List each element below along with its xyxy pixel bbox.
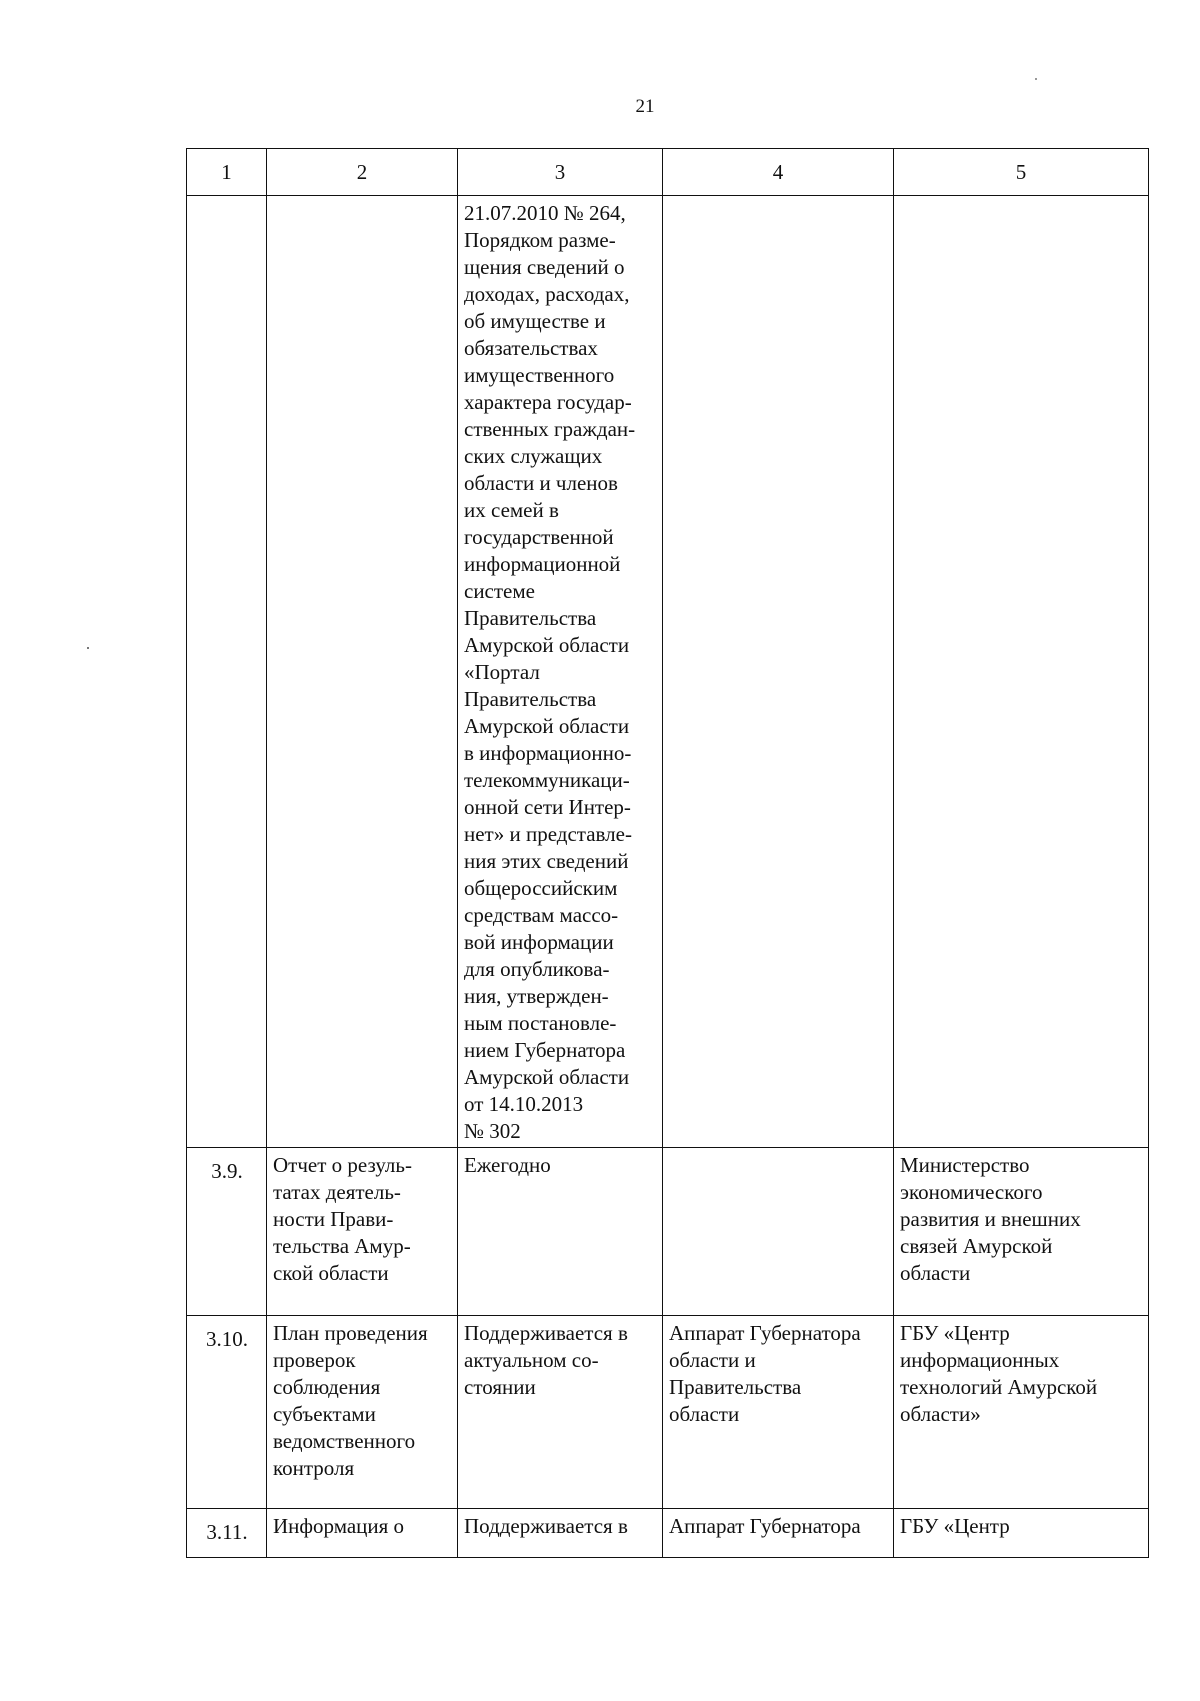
cell-responsible: Аппарат Губернатора области и Правительства области xyxy=(663,1316,894,1509)
cell-executor: Министерство экономического развития и внешних связей Амурской области xyxy=(894,1148,1149,1316)
cell-executor: ГБУ «Центр xyxy=(894,1509,1149,1558)
cell-frequency: Ежегодно xyxy=(458,1148,663,1316)
header-col-3: 3 xyxy=(458,149,663,196)
cell-name: План проведения проверок соблюдения субъектами ведомственного контроля xyxy=(267,1316,458,1509)
cell-name xyxy=(267,196,458,1148)
cell-responsible xyxy=(663,196,894,1148)
table-row xyxy=(187,1148,1149,1316)
table-header-row xyxy=(187,149,1149,196)
cell-name: Информация о xyxy=(267,1509,458,1558)
cell-frequency: Поддерживается в актуальном со- стоянии xyxy=(458,1316,663,1509)
cell-responsible: Аппарат Губернатора xyxy=(663,1509,894,1558)
header-col-2: 2 xyxy=(267,149,458,196)
cell-num: 3.10. xyxy=(187,1316,267,1509)
cell-num xyxy=(187,196,267,1148)
cell-frequency: 21.07.2010 № 264, Порядком разме- щения сведений о доходах, расходах, об имуществе и обязательствах имущественного характера государ- ственных граждан- ских служащих области и членов их семей в государственной информационной системе Правительства Амурской области «Портал Правительства Амурской области в информационно- телекоммуникаци- онной сети Интер- нет» и представле- ния этих сведений общероссийским средствам массо- вой информации для опубликова- ния, утвержден- ным постановле- нием Губернатора Амурской области от 14.10.2013 № 302 xyxy=(458,196,663,1148)
cell-executor: ГБУ «Центр информационных технологий Амурской области» xyxy=(894,1316,1149,1509)
table-row xyxy=(187,1316,1149,1509)
header-col-5: 5 xyxy=(894,149,1149,196)
cell-responsible xyxy=(663,1148,894,1316)
cell-name: Отчет о резуль- татах деятель- ности Прави- тельства Амур- ской области xyxy=(267,1148,458,1316)
table-row xyxy=(187,1509,1149,1558)
table-row-continuation xyxy=(187,196,1149,1148)
page-number: 21 xyxy=(635,96,655,117)
cell-frequency: Поддерживается в xyxy=(458,1509,663,1558)
cell-num: 3.11. xyxy=(187,1509,267,1558)
header-col-1: 1 xyxy=(187,149,267,196)
header-col-4: 4 xyxy=(663,149,894,196)
cell-num: 3.9. xyxy=(187,1148,267,1316)
plan-table xyxy=(186,148,1149,1558)
scan-speck xyxy=(1035,78,1037,80)
scan-speck xyxy=(87,647,89,649)
cell-executor xyxy=(894,196,1149,1148)
